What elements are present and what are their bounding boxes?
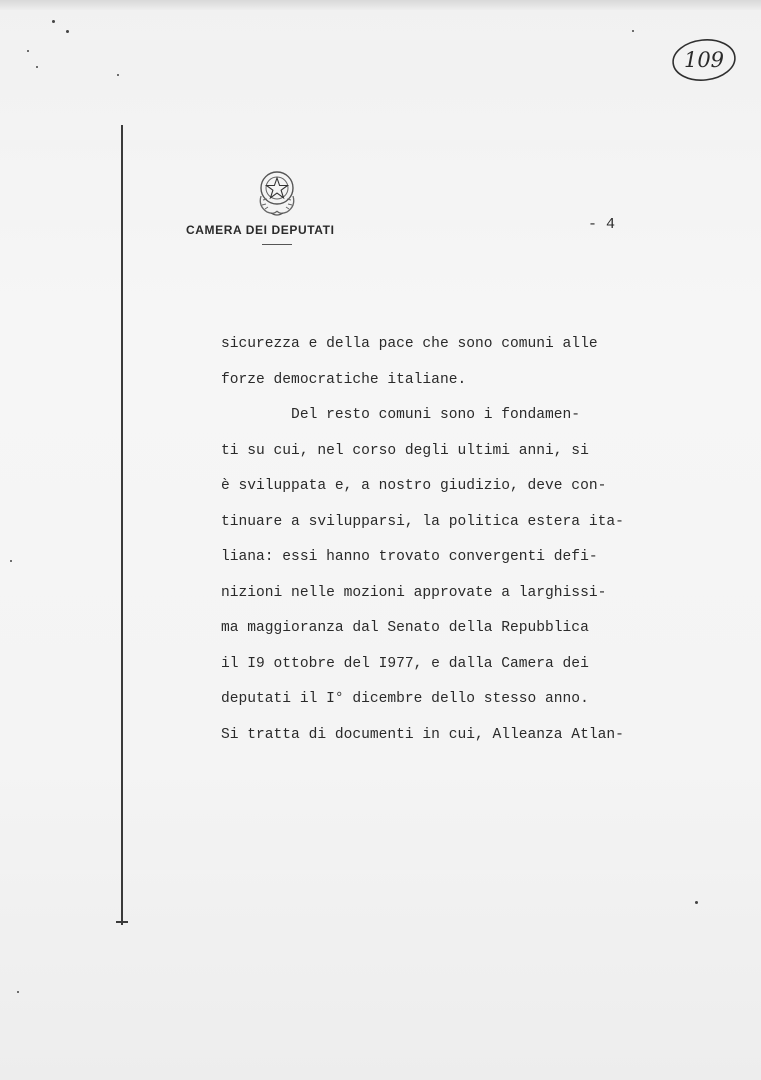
scan-speck — [10, 560, 12, 562]
scan-speck — [17, 991, 19, 993]
institution-underline — [262, 244, 292, 245]
scan-speck — [36, 66, 38, 68]
text-line: ti su cui, nel corso degli ultimi anni, si — [221, 442, 589, 459]
text-line: è sviluppata e, a nostro giudizio, deve con- — [221, 478, 607, 494]
institution-name: CAMERA DEI DEPUTATI — [186, 223, 335, 237]
scan-speck — [27, 50, 29, 52]
margin-rule — [121, 125, 123, 925]
text-line: forze democratiche italiane. — [221, 371, 467, 388]
scan-speck — [66, 30, 69, 33]
text-line: Si tratta di documenti in cui, Alleanza Atlan- — [221, 726, 624, 743]
body-text — [221, 327, 741, 753]
text-line: tinuare a svilupparsi, la politica estera ita- — [221, 513, 624, 530]
page-number-text: 109 — [683, 48, 725, 72]
margin-rule-tick — [116, 921, 128, 923]
text-line: ma maggioranza dal Senato della Repubblica — [221, 620, 589, 636]
scan-speck — [117, 74, 119, 76]
text-line: nizioni nelle mozioni approvate a larghissi- — [221, 584, 607, 601]
page-counter: - 4 — [588, 216, 616, 233]
scan-speck — [695, 901, 698, 904]
scan-speck — [632, 30, 634, 32]
text-line: il I9 ottobre del I977, e dalla Camera dei — [221, 655, 589, 672]
text-line: deputati il I° dicembre dello stesso anno. — [221, 691, 589, 707]
scan-top-edge — [0, 0, 761, 10]
text-line: sicurezza e della pace che sono comuni alle — [221, 336, 598, 352]
text-line: Del resto comuni sono i fondamen- — [221, 407, 581, 423]
page-number-oval-icon — [671, 37, 737, 83]
text-line: liana: essi hanno trovato convergenti defi- — [221, 549, 598, 565]
italian-republic-emblem-icon — [254, 166, 300, 218]
scan-speck — [52, 20, 55, 23]
handwritten-page-number — [671, 37, 737, 83]
